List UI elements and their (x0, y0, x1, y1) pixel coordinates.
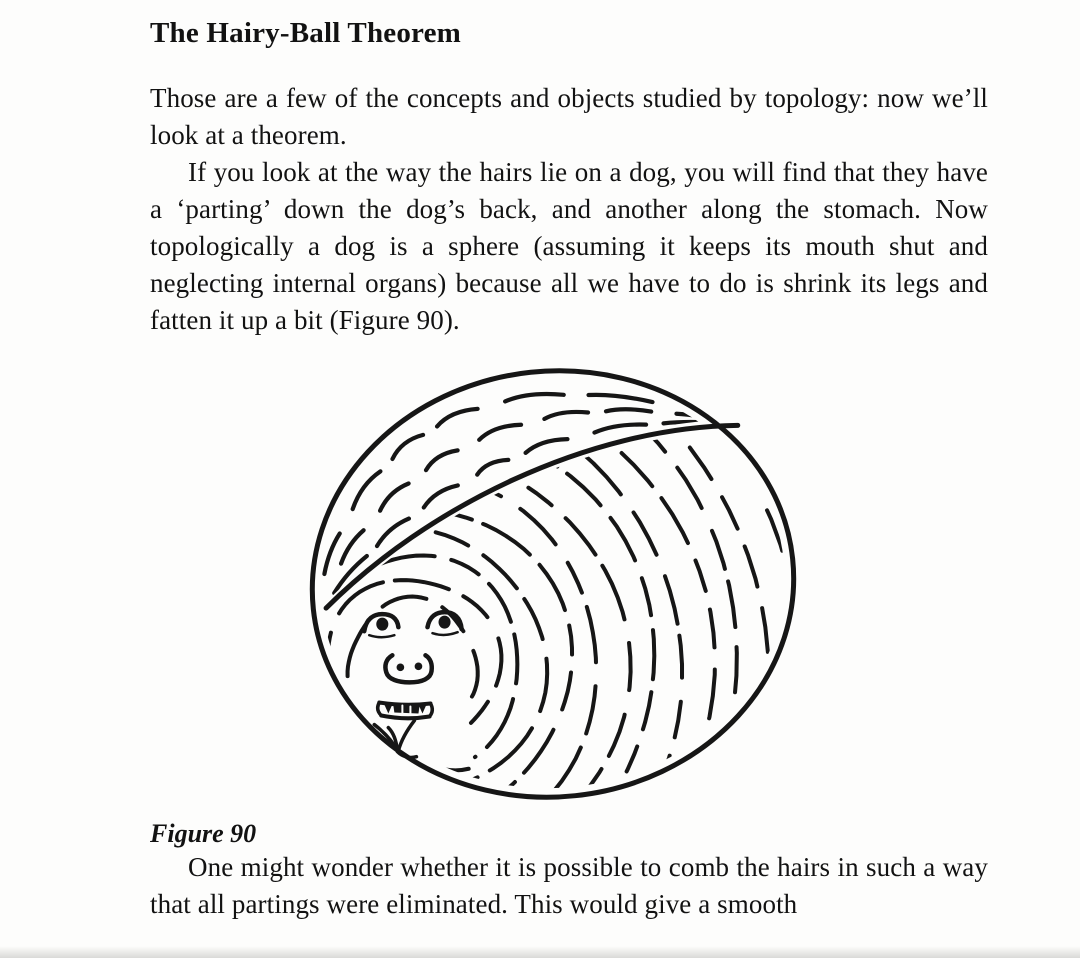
paragraph-1: Those are a few of the concepts and objects studied by topology: now we’ll look at a theorem. (150, 83, 988, 150)
section-heading: The Hairy-Ball Theorem (150, 17, 462, 49)
figure-90-illustration (306, 367, 803, 803)
paragraph-2: If you look at the way the hairs lie on a dog, you will find that they have a ‘parting’ down the dog’s back, and another along the stomach. Now topologically a dog is a sphere (assuming it keeps its mouth shut and neglecting internal organs) because all we have to do is shrink its legs and fatten it up a bit (Figure 90). (150, 157, 988, 335)
nose (385, 655, 431, 682)
text-column (150, 16, 988, 923)
hairy-ball-drawing (306, 367, 803, 803)
hair-strokes-upper (324, 394, 722, 593)
paragraph-3: One might wonder whether it is possible to comb the hairs in such a way that all partings were eliminated. This would give a smooth (150, 852, 988, 919)
mouth (378, 702, 433, 718)
scan-edge-shadow (0, 946, 1080, 958)
figure-caption: Figure 90 (150, 819, 257, 848)
